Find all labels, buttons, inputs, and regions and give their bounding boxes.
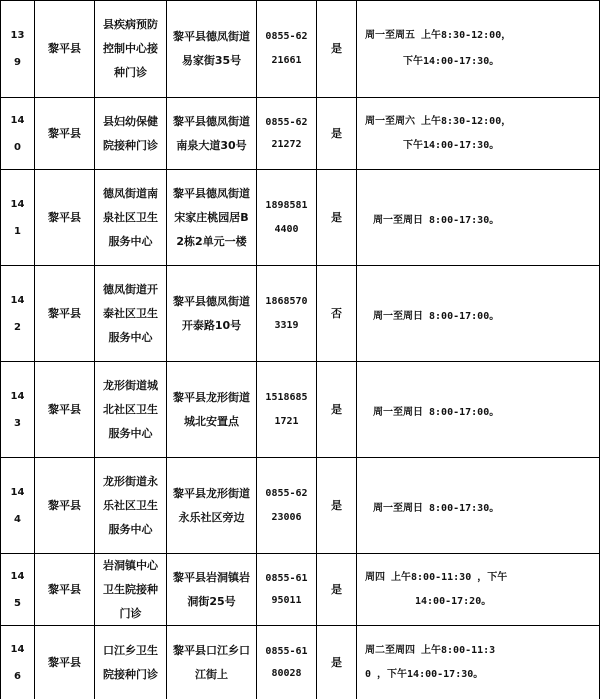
county: 黎平县 <box>48 655 81 669</box>
county: 黎平县 <box>48 583 81 596</box>
hours-line-2: 0 ，下午14:00-17:30。 <box>365 668 484 680</box>
row-number: 142 <box>10 295 25 333</box>
county: 黎平县 <box>48 127 81 140</box>
row-number: 143 <box>10 391 25 429</box>
row-divider <box>0 625 600 626</box>
phone: 18685703319 <box>265 296 308 331</box>
phone: 0855-6180028 <box>265 645 308 679</box>
clinic-name: 岩洞镇中心卫生院接种门诊 <box>103 559 158 620</box>
hours-line-1: 周一至周六 上午8:30-12:00， <box>365 116 512 127</box>
clinic-name: 德凤街道开泰社区卫生服务中心 <box>103 283 158 344</box>
clinic-name: 县疾病预防控制中心接种门诊 <box>103 18 158 79</box>
address: 黎平县龙形街道永乐社区旁边 <box>173 487 250 524</box>
hours-line-2: 14:00-17:20。 <box>415 596 492 607</box>
hours-line-2: 下午14:00-17:30。 <box>403 56 500 67</box>
hours-line-1: 周一至周五 上午8:30-12:00， <box>365 30 512 41</box>
status-flag: 是 <box>331 655 342 669</box>
status-flag: 是 <box>331 583 342 596</box>
address: 黎平县德凤街道宋家庄桃园居B2栋2单元一楼 <box>173 187 250 248</box>
hours-line-1: 周四 上午8:00-11:30 ，下午 <box>365 572 508 583</box>
table-row <box>0 0 600 98</box>
county: 黎平县 <box>48 307 81 320</box>
phone: 0855-6195011 <box>265 573 308 606</box>
phone: 0855-6223006 <box>265 488 308 523</box>
clinic-name: 龙形街道永乐社区卫生服务中心 <box>103 475 158 536</box>
status-flag: 是 <box>331 499 342 512</box>
county: 黎平县 <box>48 403 81 416</box>
status-flag: 是 <box>331 403 342 416</box>
row-number: 141 <box>10 199 25 237</box>
hours-line-1: 周二至周四 上午8:00-11:3 <box>365 644 496 656</box>
row-divider <box>0 265 600 266</box>
address: 黎平县德凤街道易家街35号 <box>173 30 250 67</box>
phone: 0855-6221661 <box>265 31 308 66</box>
row-number: 144 <box>10 487 25 525</box>
clinic-name: 德凤街道南泉社区卫生服务中心 <box>103 187 158 248</box>
row-divider <box>0 553 600 554</box>
row-divider <box>0 97 600 98</box>
status-flag: 否 <box>331 307 342 320</box>
status-flag: 是 <box>331 127 342 140</box>
address: 黎平县德凤街道开泰路10号 <box>173 295 250 332</box>
row-number: 145 <box>10 571 25 609</box>
row-number: 140 <box>10 115 25 153</box>
row-divider <box>0 0 600 1</box>
county: 黎平县 <box>48 499 81 512</box>
table-row <box>0 362 600 458</box>
row-divider <box>0 169 600 170</box>
column-divider <box>0 0 1 699</box>
county: 黎平县 <box>48 42 81 55</box>
table-row <box>0 626 600 699</box>
table-row <box>0 170 600 266</box>
row-divider <box>0 457 600 458</box>
clinic-name: 县妇幼保健院接种门诊 <box>103 115 158 152</box>
hours-line-1: 周一至周日 8:00-17:30。 <box>373 214 500 226</box>
phone: 15186851721 <box>265 392 308 427</box>
hours-line-1: 周一至周日 8:00-17:30。 <box>373 502 500 514</box>
status-flag: 是 <box>331 211 342 224</box>
address: 黎平县岩洞镇岩洞街25号 <box>173 571 250 608</box>
hours-line-2: 下午14:00-17:30。 <box>403 140 500 151</box>
clinic-name: 龙形街道城北社区卫生服务中心 <box>103 379 158 440</box>
status-flag: 是 <box>331 42 342 55</box>
hours-line-1: 周一至周日 8:00-17:00。 <box>373 310 500 322</box>
address: 黎平县龙形街道城北安置点 <box>173 391 250 428</box>
row-number: 139 <box>10 30 25 68</box>
clinic-name: 口江乡卫生院接种门诊 <box>103 643 158 681</box>
phone: 18985814400 <box>265 200 308 235</box>
row-divider <box>0 361 600 362</box>
table-row <box>0 458 600 554</box>
table-row <box>0 554 600 626</box>
address: 黎平县口江乡口江街上 <box>173 643 250 681</box>
address: 黎平县德凤街道南泉大道30号 <box>173 115 250 152</box>
phone: 0855-6221272 <box>265 117 308 150</box>
table-row <box>0 98 600 170</box>
table-row <box>0 266 600 362</box>
county: 黎平县 <box>48 211 81 224</box>
row-number: 146 <box>10 643 25 682</box>
hours-line-1: 周一至周日 8:00-17:00。 <box>373 406 500 418</box>
